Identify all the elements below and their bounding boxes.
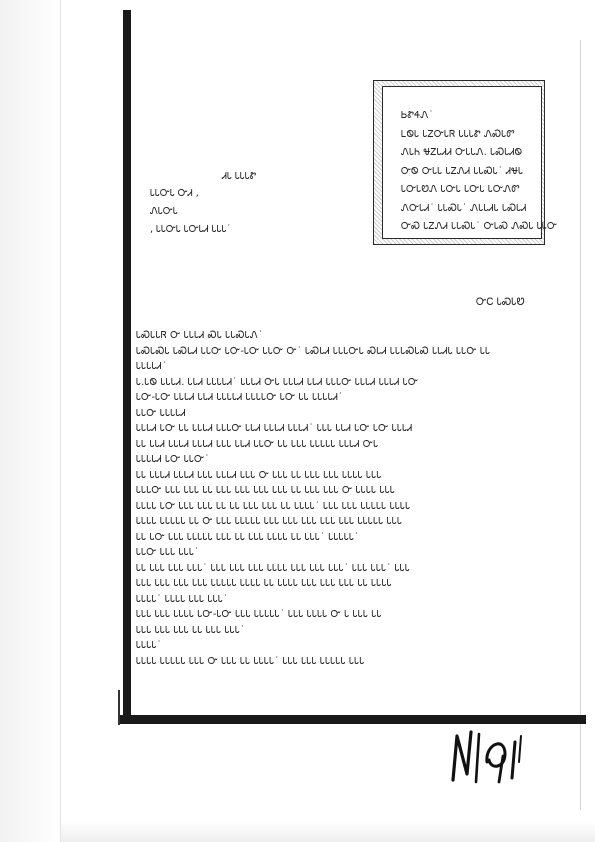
body-line: ᏓᏓᏅ ᏓᏓᏓᏓᏗ (136, 407, 186, 419)
body-line: ᏓᏓ ᏓᏓᏓᏗ ᏓᏓᏓᏗ ᏓᏓᏓ ᏓᏓᏓᏗ ᏓᏓᏓ Ꮕ ᏓᏓᏓ ᏓᏓ ᏓᏓᏓ ᏓᏓᏓ ᏓᏓᏓᏓ ᏓᏓᏓ (136, 469, 382, 481)
body-line: ᏓᏓᏓᏓᏗ ᏓᏅ ᏓᏓᏅ˙ (136, 454, 210, 465)
address-line-2: ᏓᏓᏅᏓ ᏅᏗ , (150, 188, 199, 199)
body-line: ᏓᏓᏓᏓ ᏓᏅ ᏓᏓᏓ ᏓᏓᏓ ᏓᏓ ᏓᏓ ᏓᏓᏓ ᏓᏓᏓ ᏓᏓ ᏓᏓᏓᏓ˙ ᏓᏓᏓ ᏓᏓᏓ ᏓᏓᏓᏓᏓ ᏓᏓᏓᏓ (136, 500, 411, 512)
handwritten-mark-icon (445, 722, 530, 787)
note-line: ᏁᏓᏂ ᏠᏃᏓᏗᏗ ᏅᏓᏓᏁ. ᏓᏍᏓᏗᏫ (401, 147, 523, 158)
body-line: ᏓᏓ ᏓᏓᏓ ᏓᏓᏓ ᏓᏓᏓ˙ ᏓᏓᏓ ᏓᏓᏓ ᏓᏓᏓ ᏓᏓᏓᏓ ᏓᏓᏓ ᏓᏓᏓ ᏓᏓᏓ˙ ᏓᏓᏓ ᏓᏓᏓ˙ ᏓᏓᏓ (136, 562, 411, 574)
body-line: ᏓᏓᏅ ᏓᏓᏓ ᏓᏓᏓ˙ (136, 547, 200, 558)
body-line: ᏓᏓ ᏓᏓᏗ ᏓᏓᏓᏗ ᏓᏓᏓᏗ ᏓᏓᏓ ᏓᏓᏗ ᏓᏓᏅ ᏓᏓ ᏓᏓᏓ ᏓᏓᏓᏓᏓ ᏓᏓᏓᏗ ᏅᏓ (136, 438, 379, 450)
body-line: ᏓᏓᏓᏓ ᏓᏓᏓᏓᏓ ᏓᏓ Ꮕ ᏓᏓᏓ ᏓᏓᏓᏓᏓ ᏓᏓᏓ ᏓᏓᏓ ᏓᏓᏓ ᏓᏓᏓ ᏓᏓᏓ ᏓᏓᏓᏓᏓ ᏓᏓᏓ (136, 516, 403, 527)
body-line: Ꮣ.ᏓᏫ ᏓᏓᏓᏗ. ᏓᏓᏗ ᏓᏓᏓᏓᏗ˙ ᏓᏓᏓᏗ ᏅᏓ ᏓᏓᏓᏗ ᏓᏓᏗ ᏓᏓᏓᏅ ᏓᏓᏓᏗ ᏓᏓᏓᏗ ᏓᏅ (136, 376, 419, 388)
scan-edge-bottom (60, 822, 595, 842)
body-line: ᏓᏅ-ᏓᏅ ᏓᏓᏓᏗ ᏓᏓᏗ ᏓᏓᏓᏓᏗ ᏓᏓᏓᏓᏅ ᏓᏅ ᏓᏓ ᏓᏓᏓᏓᏗ˙ (136, 392, 344, 403)
letter-body (136, 328, 548, 669)
body-line: ᏓᏓᏓ ᏓᏓᏓ ᏓᏓᏓ ᏓᏓ ᏓᏓᏓ ᏓᏓᏓ˙ (136, 624, 245, 636)
binding-line (60, 0, 61, 842)
note-box-inner (382, 86, 558, 239)
body-line: ᏓᏓᏓ ᏓᏓᏓ ᏓᏓᏓᏓ ᏓᏅ-ᏓᏅ ᏓᏓᏓ ᏓᏓᏓᏓᏓ˙ ᏓᏓᏓ ᏓᏓᏓᏓ Ꮕ Ꮣ ᏓᏓᏓ ᏓᏓ (136, 609, 382, 620)
note-box (373, 80, 558, 245)
body-line: ᏓᏓ ᏓᏅ ᏓᏓᏓ ᏓᏓᏓᏓᏓ ᏓᏓᏓ ᏓᏓ ᏓᏓᏓ ᏓᏓᏓᏓ ᏓᏓ ᏓᏓᏓ˙ ᏓᏓᏓᏓᏓ˙ (136, 531, 360, 543)
body-line: ᏓᏍᏓᏓᏒ Ꮕ ᏓᏓᏓᏗ ᏍᏓ ᏓᏓᏍᏓᏁ˙ (136, 330, 264, 341)
note-line: ᏏᏑᏎᏁ˙ (401, 110, 434, 121)
body-line: ᏓᏓᏓᏓ˙ (136, 640, 162, 651)
note-line: ᏅᏫ ᏅᏓᏓ ᏓᏃᏁᏗ ᏓᏓᏍᏓ˙ ᏗᏠᏓ (401, 165, 524, 177)
body-line: ᏓᏍᏓᏍᏓ ᏓᏍᏓᏗ ᏓᏓᏅ ᏓᏅ-ᏓᏅ ᏓᏓᏅ Ꮕ˙ ᏓᏍᏓᏗ ᏓᏓᏓᏅᏓ ᏍᏓᏗ ᏓᏓᏓᏍᏓᏍ ᏓᏓᏗᏓ ᏓᏓᏅ ᏓᏓ (136, 345, 491, 357)
note-line: ᏞᏫᏓ ᏓᏃᏅᏓᏒ ᏓᏓᏓᏑ ᏁᏍᏓᏛ (401, 128, 515, 140)
body-line: ᏓᏓᏓᏗ ᏓᏅ ᏓᏓ ᏓᏓᏓᏗ ᏓᏓᏓᏅ ᏓᏓᏗ ᏓᏓᏓᏗ ᏓᏓᏓᏗ˙ ᏓᏓᏓ ᏓᏓᏗ ᏓᏅ ᏓᏅ ᏓᏓᏓᏗ (136, 423, 413, 434)
body-line: ᏓᏓᏓᏅ ᏓᏓᏓ ᏓᏓᏓ ᏓᏓ ᏓᏓᏓ ᏓᏓᏓ ᏓᏓᏓ ᏓᏓᏓ ᏓᏓ ᏓᏓᏓ ᏓᏓᏓ Ꮕ ᏓᏓᏓᏓ ᏓᏓᏓ (136, 485, 396, 496)
note-line: ᏁᏅᏓᏗ˙ ᏓᏓᏍᏓ˙ ᏁᏓᏓᏗᏓ ᏓᏍᏓᏗ (401, 202, 527, 214)
page-fold-line (580, 40, 581, 810)
note-line: ᏅᏍ ᏓᏃᏁᏗ ᏓᏓᏍᏓ˙ ᏅᏓᏍ ᏁᏍᏓ ᏓᏓᏅ (401, 221, 558, 232)
scan-edge-left (0, 0, 60, 842)
frame-left-bar (123, 10, 131, 722)
note-line: ᏓᏅᏓᏬᏁ ᏓᏅᏓ ᏓᏅᏓ ᏓᏅᏁᏛ (401, 184, 520, 195)
address-line-4: , ᏓᏓᏅᏓ ᏓᏅᏓᏗ ᏓᏓᏓ˙ (150, 224, 232, 235)
frame-corner-mark (118, 690, 120, 725)
date-line: ᏅᏟ ᏓᏍᏓᏬ (476, 297, 525, 308)
body-line: ᏓᏓᏓᏓ˙ ᏓᏓᏓᏓ ᏓᏓᏓ ᏓᏓᏓ˙ (136, 593, 229, 605)
address-line-3: ᏁᏓᏅᏓ (150, 206, 178, 217)
body-line: ᏓᏓᏓ ᏓᏓᏓ ᏓᏓᏓ ᏓᏓᏓ ᏓᏓᏓᏓᏓ ᏓᏓᏓᏓ ᏓᏓ ᏓᏓᏓᏓ ᏓᏓᏓ ᏓᏓᏓ ᏓᏓᏓ ᏓᏓ ᏓᏓᏓᏓ (136, 578, 392, 589)
body-line: ᏓᏓᏓᏓ ᏓᏓᏓᏓᏓ ᏓᏓᏓ Ꮕ ᏓᏓᏓ ᏓᏓ ᏓᏓᏓᏓ˙ ᏓᏓᏓ ᏓᏓᏓ ᏓᏓᏓᏓᏓ ᏓᏓᏓ (136, 655, 365, 667)
body-line: ᏓᏓᏓᏓᏗ˙ (136, 361, 167, 372)
address-line-1: ᏗᏓ ᏓᏓᏓᏑ (222, 171, 257, 182)
